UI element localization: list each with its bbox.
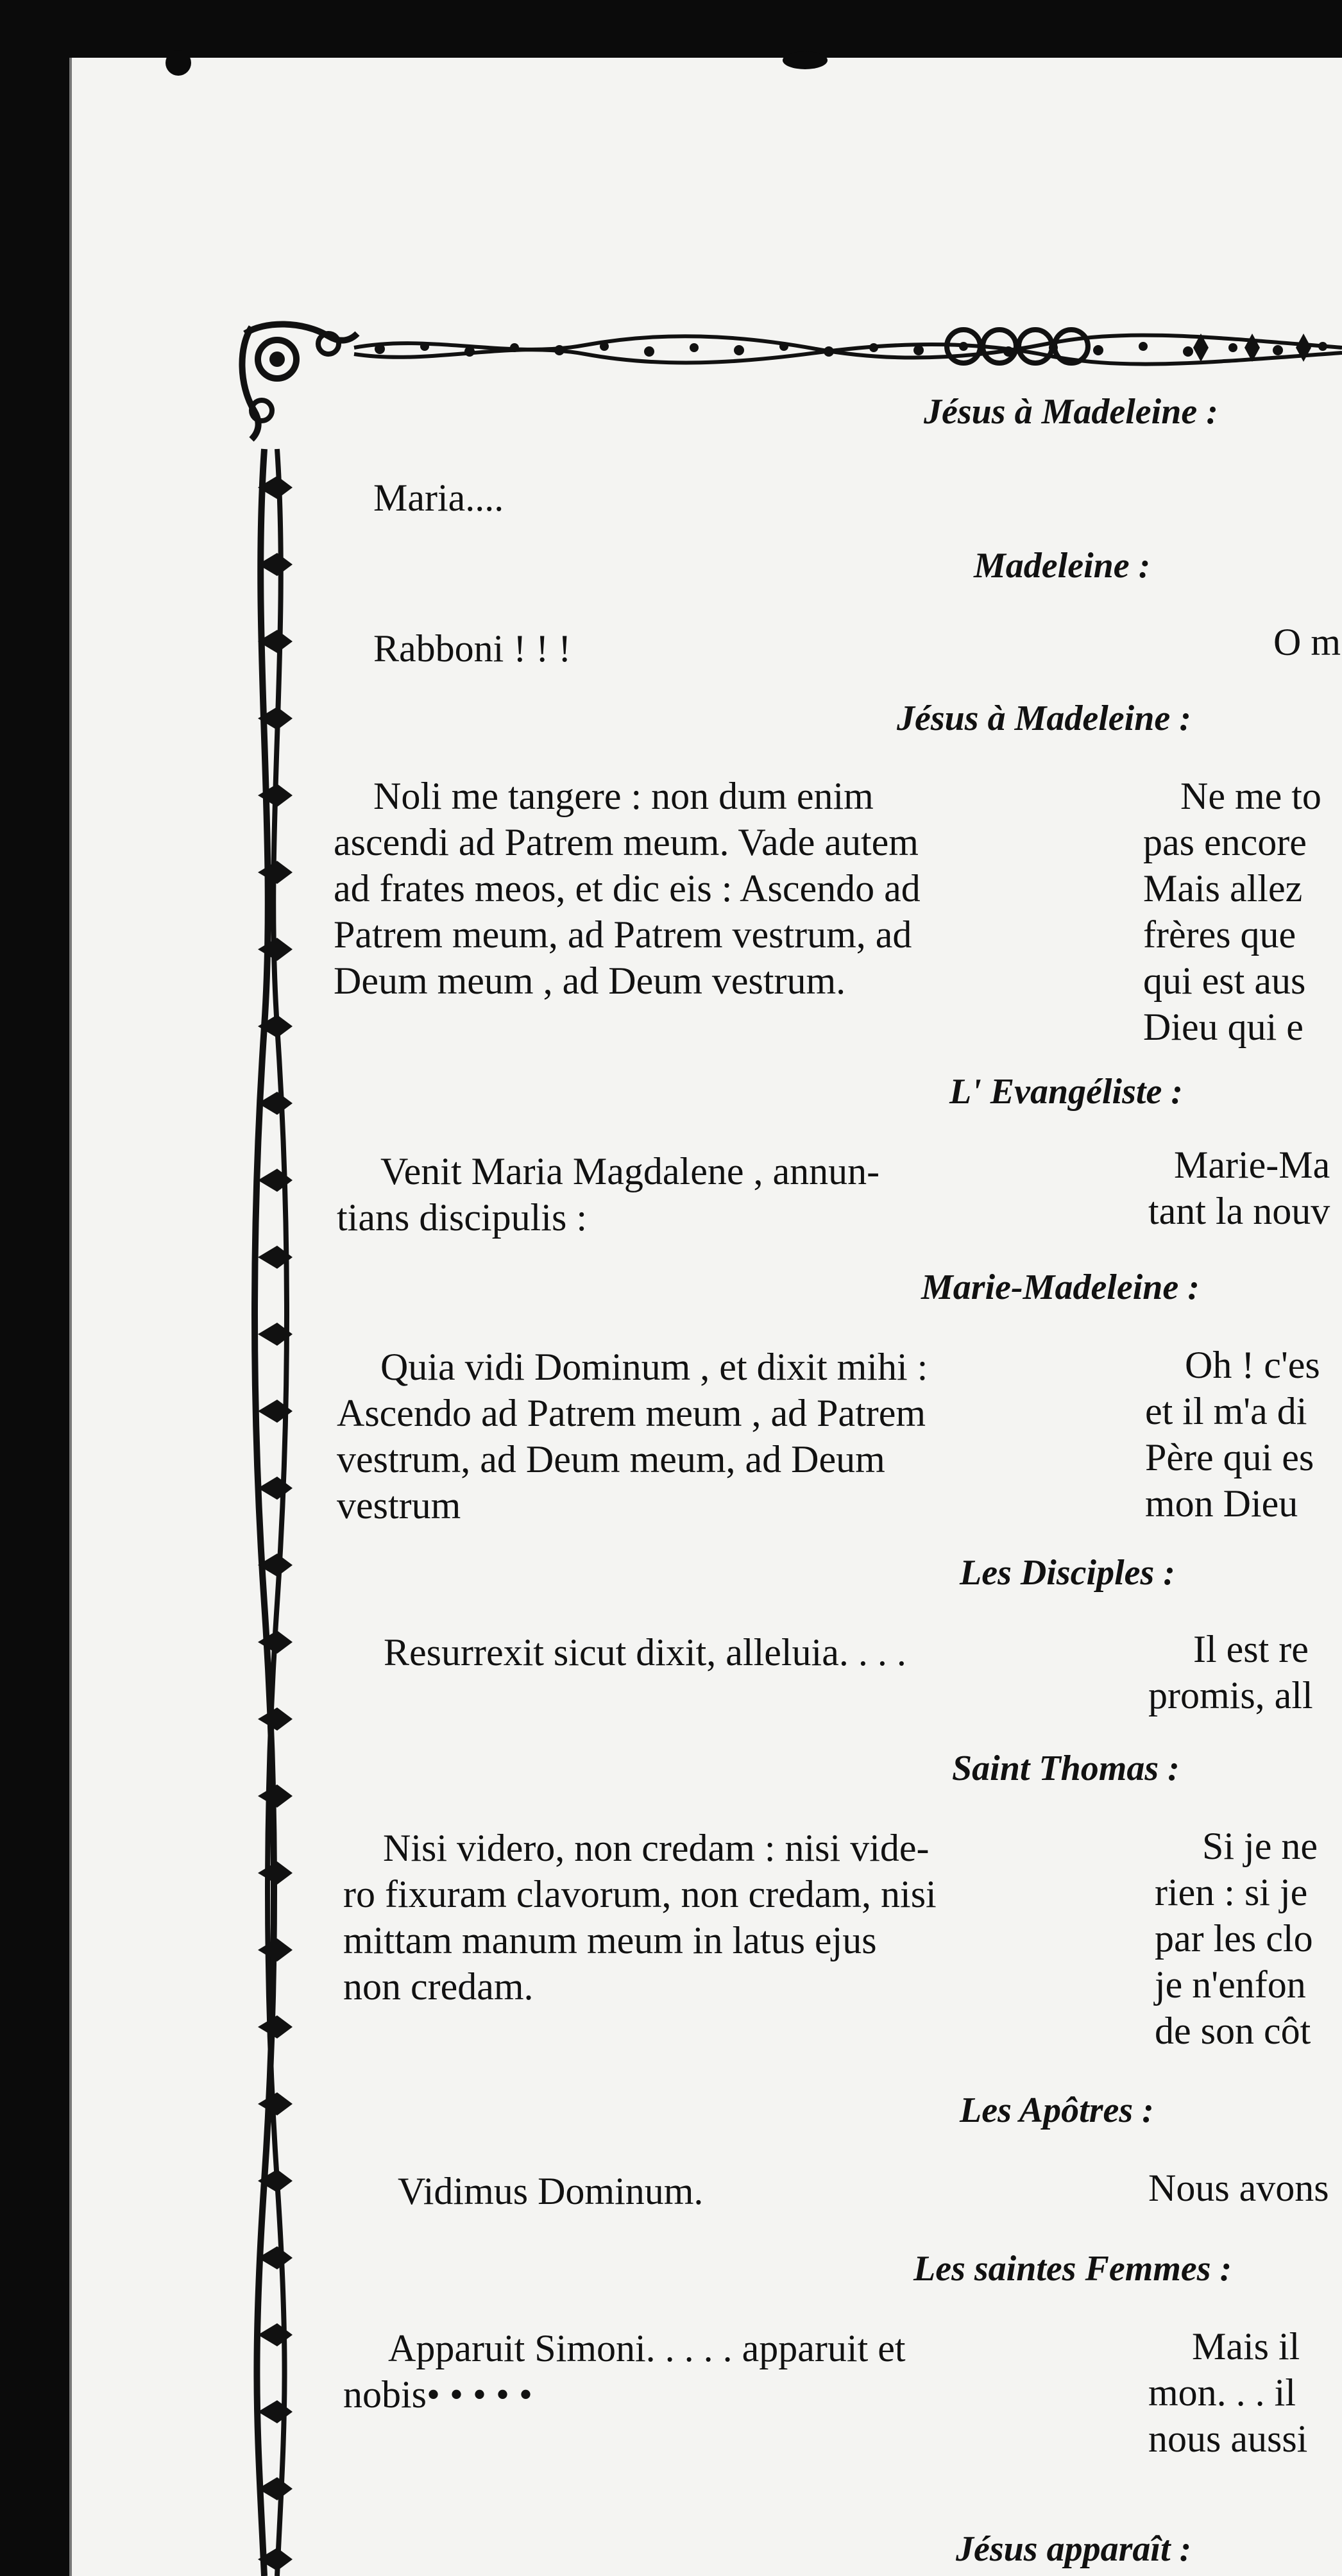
latin-text [334,773,1058,1004]
ornamental-border-left [239,321,309,2576]
latin-line: Deum meum , ad Deum vestrum. [334,960,846,1002]
speaker-heading: Les Apôtres : [960,2090,1154,2130]
latin-line: Venit Maria Magdalene , annun- [380,1150,880,1192]
french-line: Si je ne [1202,1825,1318,1867]
ink-spot [166,50,191,76]
latin-line: nobis• • • • • [343,2373,533,2416]
french-text [1148,1626,1313,1718]
french-line: mon. . . il [1148,2371,1296,2414]
speaker-heading: Les saintes Femmes : [913,2249,1232,2289]
french-line: Marie-Ma [1174,1144,1330,1186]
latin-line: tians discipulis : [337,1196,587,1239]
french-line: tant la nouv [1148,1190,1330,1232]
french-line: Il est re [1193,1628,1309,1670]
french-text [1148,1142,1330,1234]
latin-text [343,1825,937,2010]
latin-line: Resurrexit sicut dixit, alleluia. . . . [384,1631,906,1674]
french-line: de son côt [1155,2010,1311,2052]
ink-spot [783,51,828,69]
french-line: promis, all [1148,1674,1313,1716]
ornamental-border-top [239,321,1342,375]
latin-line: Rabboni ! ! ! [373,627,572,670]
latin-text [384,1629,906,1675]
french-line: pas encore [1143,821,1307,863]
speaker-heading: Madeleine : [974,546,1151,586]
french-line: et il m'a di [1145,1390,1307,1432]
french-line: nous aussi [1148,2418,1308,2460]
latin-line: non credam. [343,1965,534,2008]
french-line: rien : si je [1155,1871,1308,1913]
french-text [1155,1823,1318,2054]
french-text [1273,619,1341,665]
french-text [1145,1342,1320,1527]
speaker-heading: Jésus à Madeleine : [924,392,1218,432]
latin-line: Nisi videro, non credam : nisi vide- [383,1827,930,1869]
french-text [1148,2323,1307,2462]
latin-line: ad frates meos, et dic eis : Ascendo ad [334,867,921,910]
latin-line: Patrem meum, ad Patrem vestrum, ad [334,913,912,956]
latin-line: Ascendo ad Patrem meum , ad Patrem [337,1392,926,1434]
latin-text [337,1148,879,1241]
french-line: Oh ! c'es [1185,1344,1320,1386]
french-text [1148,2165,1329,2211]
latin-line: Noli me tangere : non dum enim [373,775,874,817]
french-line: Ne me to [1180,775,1321,817]
french-line: Mais allez [1143,867,1303,910]
french-line: mon Dieu [1145,1482,1298,1525]
latin-line: mittam manum meum in latus ejus [343,1919,877,1962]
speaker-heading: Saint Thomas : [952,1749,1180,1788]
speaker-heading: L' Evangéliste : [949,1072,1183,1112]
latin-line: Apparuit Simoni. . . . . apparuit et [388,2327,906,2369]
french-line: par les clo [1155,1917,1313,1960]
latin-text [373,475,504,521]
french-text [1143,773,1321,1050]
latin-text [398,2168,703,2214]
latin-line: vestrum [337,1484,461,1527]
latin-line: Vidimus Dominum. [398,2170,704,2212]
latin-text [373,625,571,672]
french-line: Mais il [1192,2325,1300,2368]
speaker-heading: Jésus à Madeleine : [897,699,1191,738]
latin-text [343,2325,906,2418]
speaker-heading: Les Disciples : [960,1553,1175,1593]
page-edge [69,58,72,2576]
speaker-heading: Jésus apparaît : [956,2529,1192,2569]
latin-line: Quia vidi Dominum , et dixit mihi : [380,1346,928,1388]
french-line: Père qui es [1145,1436,1314,1479]
latin-line: Maria.... [373,477,504,519]
french-line: O m [1273,621,1341,663]
latin-text [337,1344,928,1529]
speaker-heading: Marie-Madeleine : [921,1267,1200,1307]
latin-line: ascendi ad Patrem meum. Vade autem [334,821,919,863]
latin-line: ro fixuram clavorum, non credam, nisi [343,1873,937,1915]
french-line: Dieu qui e [1143,1006,1304,1048]
french-line: frères que [1143,913,1296,956]
french-line: qui est aus [1143,960,1306,1002]
french-line: Nous avons [1148,2167,1329,2209]
french-line: je n'enfon [1155,1963,1306,2006]
latin-line: vestrum, ad Deum meum, ad Deum [337,1438,885,1480]
